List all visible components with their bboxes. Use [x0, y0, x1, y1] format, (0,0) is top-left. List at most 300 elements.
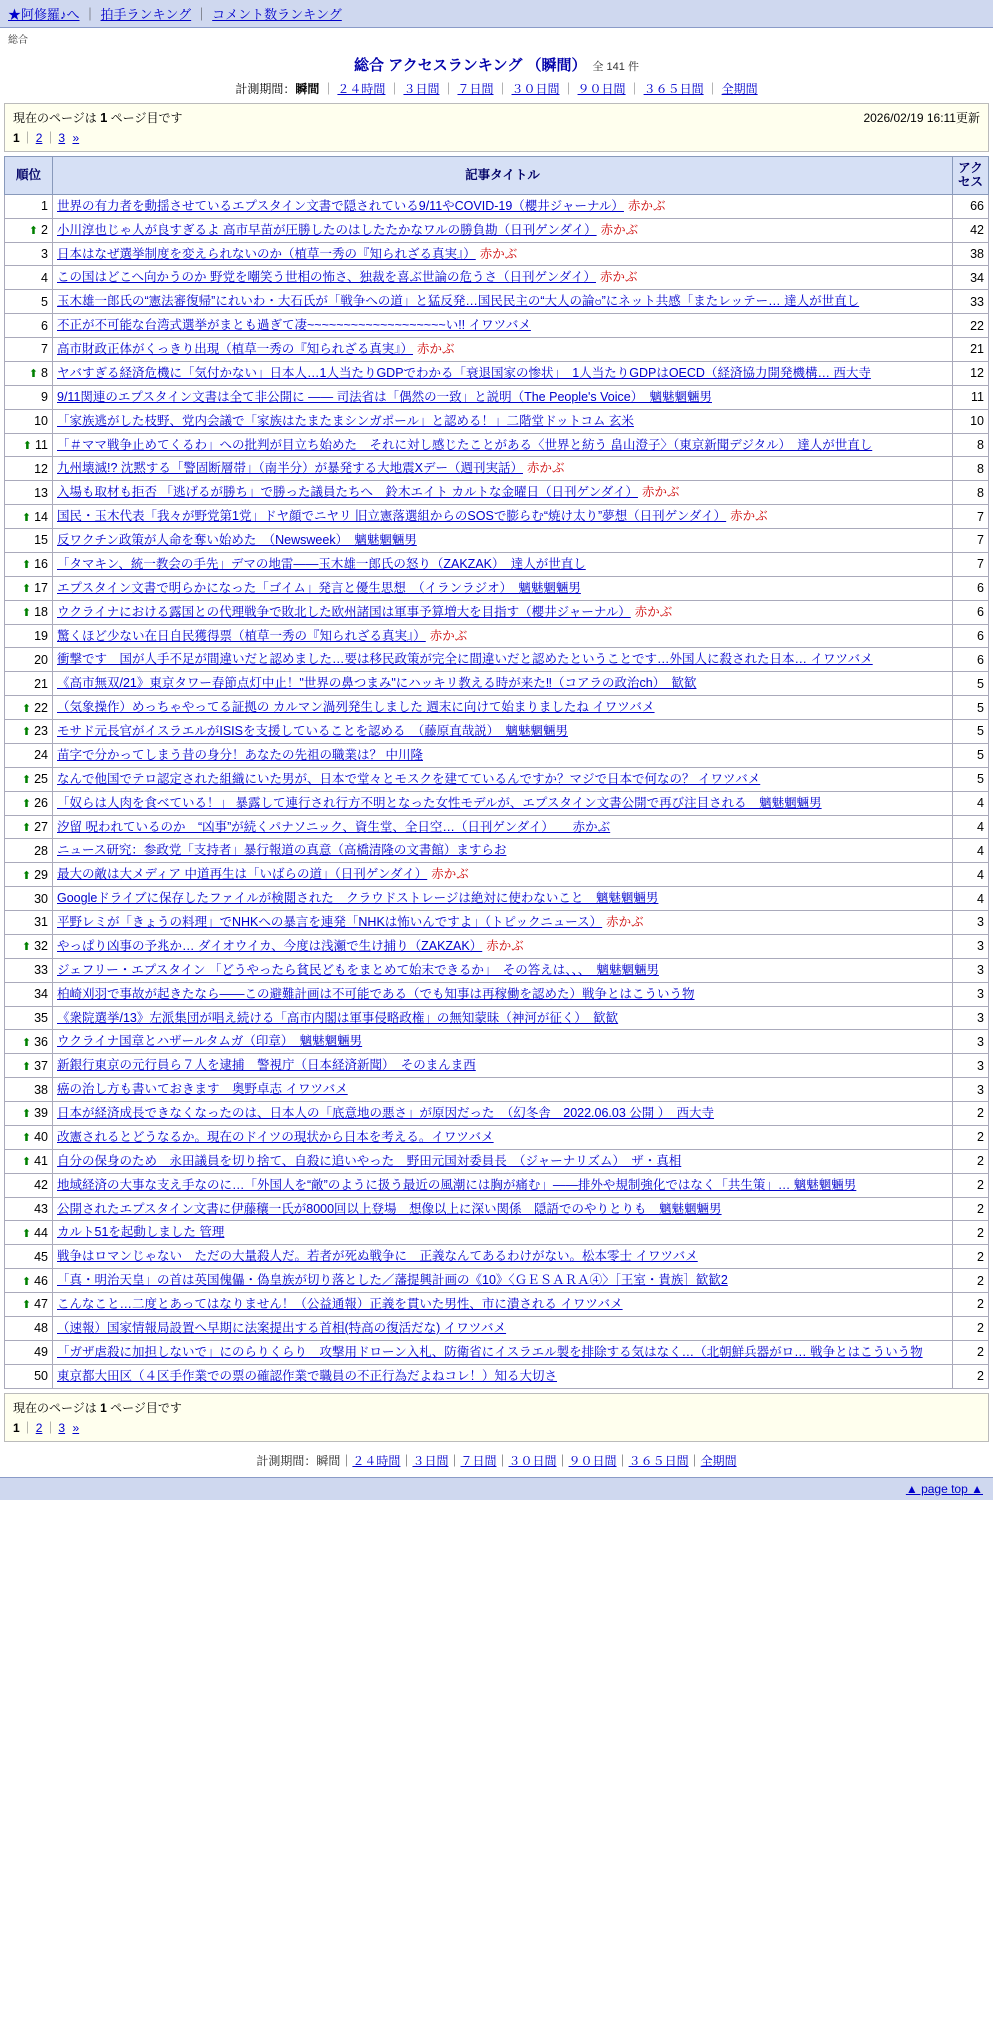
- rank-number: 15: [34, 533, 48, 548]
- article-title-link[interactable]: 自分の保身のため 永田議員を切り捨て、自殺に追いやった 野田元国対委員長 （ジャーナリズム） ザ・真相: [57, 1153, 682, 1168]
- rank-up-arrow-icon: ⬆: [21, 774, 32, 787]
- rank-cell: [5, 266, 53, 290]
- article-title-link[interactable]: 反ワクチン政策が人命を奪い始めた （Newsweek） 魑魅魍魎男: [57, 533, 417, 547]
- access-count-cell: 4: [953, 791, 989, 815]
- rank-up-arrow-icon: ⬆: [21, 607, 32, 620]
- article-title-cell: [53, 934, 953, 958]
- table-row: [5, 218, 989, 242]
- table-row: [5, 815, 989, 839]
- period-7d-bottom[interactable]: ７日間: [460, 1453, 497, 1468]
- article-title-link[interactable]: 柏崎刈羽で事故が起きたなら――この避難計画は不可能である（でも知事は再稼働を認めた）戦争とはこういう物: [57, 986, 695, 1001]
- article-title-link[interactable]: 「＃ママ戦争止めてくるわ」への批判が目立ち始めた それに対し感じたことがある〈世界と紡う 畠山澄子〉（東京新聞デジタル） 達人が世直し: [57, 437, 873, 452]
- article-title-cell: [53, 457, 953, 481]
- table-row: [5, 1149, 989, 1173]
- rank-number: 50: [34, 1369, 48, 1384]
- article-title-link[interactable]: 玉木雄一郎氏の“憲法審復帰”にれいわ・大石氏が「戦争への道」と猛反発…国民民主の“大人の論ဗ”にネット共感「またレッテー… 達人が世直し: [57, 294, 860, 309]
- article-author: 赤かぶ: [606, 915, 644, 929]
- article-title-link[interactable]: 衝撃です 国が人手不足が間違いだと認めました…要は移民政策が完全に間違いだと認めたということです…外国人に殺された日本… イワツバメ: [57, 652, 873, 667]
- period-current-top: 瞬間: [295, 82, 320, 96]
- nav-clap-ranking-link[interactable]: 拍手ランキング: [100, 7, 192, 22]
- article-title-cell: [53, 743, 953, 767]
- article-title-cell: [53, 911, 953, 935]
- article-title-link[interactable]: 「奴らは人肉を食べている！」 暴露して連行され行方不明となった女性モデルが、エプスタイン文書公開で再び注目される 魑魅魍魎男: [57, 795, 822, 810]
- article-title-link[interactable]: 最大の敵は大メディア 中道再生は「いばらの道」（日刊ゲンダイ）: [57, 867, 428, 882]
- article-title-cell: [53, 982, 953, 1006]
- rank-number: 20: [34, 652, 48, 667]
- article-title-link[interactable]: 苗字で分かってしまう昔の身分！あなたの先祖の職業は？ 中川隆: [57, 747, 423, 762]
- access-count-cell: 21: [953, 338, 989, 362]
- access-count-cell: 4: [953, 815, 989, 839]
- access-count-cell: 6: [953, 624, 989, 648]
- table-row: [5, 720, 989, 744]
- access-count-cell: 2: [953, 1293, 989, 1317]
- rank-cell: [5, 1078, 53, 1102]
- rank-cell: [5, 338, 53, 362]
- access-count-cell: 34: [953, 266, 989, 290]
- rank-cell: [5, 242, 53, 266]
- article-title-cell: [53, 863, 953, 887]
- article-title-cell: [53, 672, 953, 696]
- period-3d-bottom[interactable]: ３日間: [412, 1453, 449, 1468]
- access-count-cell: 7: [953, 529, 989, 553]
- article-title-cell: [53, 385, 953, 409]
- access-count-cell: 2: [953, 1316, 989, 1340]
- rank-cell: [5, 290, 53, 314]
- current-page-suffix-bottom: ページ目です: [106, 1400, 182, 1415]
- period-30d-top[interactable]: ３０日間: [511, 82, 560, 96]
- rank-cell: [5, 552, 53, 576]
- table-row: [5, 361, 989, 385]
- article-author: 赤かぶ: [429, 628, 468, 643]
- article-title-cell: [53, 1340, 953, 1364]
- access-count-cell: 8: [953, 457, 989, 481]
- article-title-link[interactable]: エプスタイン文書で明らかになった「ゴイム」発言と優生思想 （イランラジオ） 魑魅魍魎男: [57, 580, 581, 595]
- rank-number: 18: [34, 605, 48, 620]
- article-title-link[interactable]: ヤバすぎる経済危機に「気付かない」日本人…1人当たりGDPでわかる「衰退国家の惨状」 1人当たりGDPはOECD（経済協力開発機構… 西大寺: [57, 365, 871, 380]
- nav-home-link[interactable]: ★阿修羅♪へ: [8, 7, 80, 22]
- period-7d-top[interactable]: ７日間: [457, 82, 494, 96]
- nav-separator-1: ｜: [83, 7, 97, 22]
- access-count-cell: 3: [953, 1054, 989, 1078]
- page-title-block: [0, 48, 993, 77]
- article-title-link[interactable]: 入場も取材も拒否 「逃げるが勝ち」で勝った議員たちへ 鈴木エイト カルトな金曜日（日刊ゲンダイ）: [57, 485, 638, 500]
- article-title-cell: [53, 290, 953, 314]
- article-title-link[interactable]: こんなこと…二度とあってはなりません！（公益通報）正義を貫いた男性、市に潰される イワツバメ: [57, 1297, 623, 1311]
- access-count-cell: 2: [953, 1221, 989, 1245]
- article-title-cell: [53, 361, 953, 385]
- table-row: [5, 624, 989, 648]
- article-title-cell: [53, 481, 953, 505]
- access-count-cell: 3: [953, 1006, 989, 1030]
- page-link-3-top[interactable]: 3: [58, 131, 66, 145]
- rank-number: 30: [34, 891, 48, 906]
- period-3d-top[interactable]: ３日間: [403, 82, 440, 96]
- article-title-cell: [53, 1293, 953, 1317]
- rank-number: 19: [34, 628, 48, 643]
- article-title-link[interactable]: 新銀行東京の元行員ら７人を逮捕 警視庁（日本経済新聞） そのまんま西: [57, 1058, 476, 1073]
- table-row: [5, 242, 989, 266]
- period-24h-top[interactable]: ２４時間: [337, 82, 386, 96]
- article-author: 赤かぶ: [527, 461, 565, 476]
- table-row: [5, 1102, 989, 1126]
- article-title-link[interactable]: 小川淳也じゃ人が良すぎるよ 高市早苗が圧勝したのはしたたかなワルの勝負勘（日刊ゲンダイ）: [57, 222, 597, 237]
- article-author: 赤かぶ: [641, 485, 680, 500]
- table-row: [5, 1030, 989, 1054]
- article-title-link[interactable]: 汐留 呪われているのか “凶事”が続くパナソニック、資生堂、全日空…（日刊ゲンダイ） 赤かぶ: [57, 819, 611, 834]
- rank-up-arrow-icon: ⬆: [21, 1060, 32, 1073]
- access-count-cell: 2: [953, 1269, 989, 1293]
- article-title-cell: [53, 505, 953, 529]
- article-title-link[interactable]: 戦争はロマンじゃない ただの大量殺人だ。若者が死ぬ戦争に 正義なんてあるわけがない。松本零士 イワツバメ: [57, 1249, 698, 1264]
- rank-number: 26: [34, 796, 48, 811]
- pagination-bar-bottom: [4, 1393, 989, 1442]
- table-row: [5, 552, 989, 576]
- article-title-link[interactable]: モサド元長官がイスラエルがISISを支援していることを認める （藤原直哉説） 魑魅魍魎男: [57, 724, 568, 738]
- article-author: 赤かぶ: [417, 342, 455, 356]
- rank-cell: [5, 958, 53, 982]
- current-page-number-top: 1: [100, 110, 108, 125]
- page-link-1-bottom[interactable]: 1: [13, 1420, 20, 1435]
- rank-number: 31: [34, 915, 48, 930]
- article-author: 赤かぶ: [627, 198, 666, 213]
- article-title-cell: [53, 600, 953, 624]
- access-count-cell: 3: [953, 1078, 989, 1102]
- table-row: [5, 1006, 989, 1030]
- rank-cell: [5, 815, 53, 839]
- article-title-cell: [53, 1221, 953, 1245]
- article-title-link[interactable]: 地域経済の大事な支え手なのに…「外国人を“敵”のように扱う最近の風潮には胸が痛む」――排外や規制強化ではなく「共生策」… 魑魅魍魎男: [57, 1177, 857, 1192]
- rank-number: 49: [34, 1345, 48, 1360]
- table-row: [5, 696, 989, 720]
- table-row: [5, 1293, 989, 1317]
- top-navigation-bar: [0, 0, 993, 28]
- article-title-link[interactable]: カルト51を起動しました 管理: [57, 1225, 225, 1240]
- table-row: [5, 1245, 989, 1269]
- article-title-link[interactable]: 世界の有力者を動揺させているエプスタイン文書で隠されている9/11やCOVID-19（櫻井ジャーナル）: [57, 198, 624, 213]
- article-title-link[interactable]: 日本はなぜ選挙制度を変えられないのか（植草一秀の『知られざる真実』）: [57, 246, 476, 261]
- rank-number: 46: [34, 1273, 48, 1288]
- article-title-link[interactable]: 「ガザ虐殺に加担しないで」にのらりくらり 攻撃用ドローン入札、防衛省にイスラエル製を排除する気はなく…（北朝鮮兵器がロ… 戦争とはこういう物: [57, 1344, 923, 1359]
- period-90d-bottom[interactable]: ９０日間: [568, 1453, 617, 1468]
- article-author: 赤かぶ: [479, 246, 518, 261]
- article-title-cell: [53, 815, 953, 839]
- period-365d-bottom[interactable]: ３６５日間: [628, 1453, 689, 1468]
- access-count-cell: 3: [953, 958, 989, 982]
- article-title-cell: [53, 1006, 953, 1030]
- article-title-cell: [53, 1197, 953, 1221]
- rank-number: 5: [41, 294, 48, 309]
- access-count-cell: 2: [953, 1245, 989, 1269]
- rank-cell: [5, 505, 53, 529]
- access-count-cell: 2: [953, 1364, 989, 1388]
- article-title-cell: [53, 839, 953, 863]
- rank-up-arrow-icon: ⬆: [21, 726, 32, 739]
- period-label-bottom: 計測期間：: [256, 1453, 317, 1468]
- rank-up-arrow-icon: ⬆: [21, 941, 32, 954]
- article-title-link[interactable]: ウクライナにおける露国との代理戦争で敗北した欧州諸国は軍事予算増大を目指す（櫻井ジャーナル）: [57, 604, 631, 619]
- article-title-link[interactable]: 九州壊滅!? 沈黙する「警固断層帯」（南半分）が暴発する大地震Xデー（週刊実話）: [57, 461, 523, 476]
- nav-separator-2: ｜: [195, 7, 209, 22]
- access-count-cell: 8: [953, 433, 989, 457]
- rank-number: 11: [35, 437, 48, 452]
- table-row: [5, 1197, 989, 1221]
- rank-number: 42: [34, 1178, 48, 1193]
- page-link-2-bottom[interactable]: 2: [35, 1420, 43, 1435]
- rank-cell: [5, 863, 53, 887]
- rank-number: 40: [34, 1130, 48, 1145]
- table-row: [5, 1078, 989, 1102]
- article-author: 赤かぶ: [486, 938, 524, 953]
- rank-number: 43: [34, 1201, 48, 1216]
- updated-timestamp: 2026/02/19 16:11更新: [863, 111, 980, 125]
- article-title-link[interactable]: 「真・明治天皇」の首は英国傀儡・偽皇族が切り落とした／藩提興計画の《10》〈ＧＥＳＡＲＡ④〉［王室・貴族］歓歓2: [57, 1273, 728, 1288]
- article-title-cell: [53, 1102, 953, 1126]
- access-count-cell: 11: [953, 385, 989, 409]
- rank-up-arrow-icon: ⬆: [28, 368, 39, 381]
- access-count-cell: 2: [953, 1125, 989, 1149]
- access-count-cell: 4: [953, 839, 989, 863]
- period-selector-top: 計測期間：瞬間 ｜ ２４時間 ｜ ３日間 ｜ ７日間 ｜ ３０日間 ｜ ９０日間 ｜ ３６５日間 ｜ 全期間: [235, 82, 758, 96]
- rank-cell: [5, 218, 53, 242]
- article-title-cell: [53, 552, 953, 576]
- access-count-cell: 3: [953, 911, 989, 935]
- access-count-cell: 12: [953, 361, 989, 385]
- rank-up-arrow-icon: ⬆: [21, 821, 32, 834]
- rank-cell: [5, 1269, 53, 1293]
- rank-cell: [5, 696, 53, 720]
- rank-number: 23: [34, 724, 48, 739]
- table-row: [5, 1125, 989, 1149]
- article-title-link[interactable]: ウクライナ国章とハザールタムガ（印章） 魑魅魍魎男: [57, 1034, 363, 1049]
- article-title-link[interactable]: 「家族逃がした枝野、党内会議で「家族はたまたまシンガポール」と認める！」二階堂ドットコム 玄米: [57, 413, 634, 428]
- rank-number: 38: [34, 1082, 48, 1097]
- period-selector-bottom: 計測期間：瞬間｜２４時間｜３日間｜７日間｜３０日間｜９０日間｜３６５日間｜全期間: [256, 1453, 737, 1468]
- access-count-cell: 8: [953, 481, 989, 505]
- article-title-link[interactable]: （気象操作）めっちゃやってる証拠の カルマン渦列発生しました 週末に向けて始まりましたね イワツバメ: [57, 700, 655, 715]
- table-row: [5, 529, 989, 553]
- rank-number: 1: [41, 199, 48, 214]
- article-title-link[interactable]: 東京都大田区（４区手作業での票の確認作業で職員の不正行為だよねコレ！）知る大切さ: [57, 1368, 558, 1383]
- page-link-2-top[interactable]: 2: [35, 131, 43, 145]
- access-count-cell: 4: [953, 863, 989, 887]
- rank-cell: [5, 194, 53, 218]
- period-30d-bottom[interactable]: ３０日間: [508, 1453, 557, 1468]
- page-link-next-bottom[interactable]: »: [72, 1420, 80, 1435]
- article-title-cell: [53, 338, 953, 362]
- rank-cell: [5, 1030, 53, 1054]
- table-row: [5, 934, 989, 958]
- rank-number: 22: [34, 700, 48, 715]
- article-author: 赤かぶ: [600, 222, 639, 237]
- table-row: [5, 911, 989, 935]
- period-label-top: 計測期間：: [235, 82, 296, 96]
- breadcrumb: 総合: [8, 35, 28, 46]
- page-link-1-top[interactable]: 1: [13, 131, 20, 145]
- article-title-link[interactable]: 公開されたエプスタイン文書に伊藤穰一氏が8000回以上登場 想像以上に深い関係 隠語でのやりとりも 魑魅魍魎男: [57, 1201, 722, 1216]
- rank-cell: [5, 1340, 53, 1364]
- period-all-bottom[interactable]: 全期間: [700, 1453, 737, 1468]
- article-title-link[interactable]: ニュース研究：参政党「支持者」暴行報道の真意（高橋清隆の文書館）ますらお: [57, 843, 507, 858]
- rank-number: 32: [34, 939, 48, 954]
- article-title-link[interactable]: 平野レミが「きょうの料理」でNHKへの暴言を連発「NHKは怖いんですよ」（トピックニュース）: [57, 915, 603, 929]
- rank-cell: [5, 743, 53, 767]
- article-title-link[interactable]: 高市財政正体がくっきり出現（植草一秀の『知られざる真実』）: [57, 342, 414, 356]
- table-row: [5, 1340, 989, 1364]
- rank-cell: [5, 624, 53, 648]
- article-title-link[interactable]: なんで他国でテロ認定された組織にいた男が、日本で堂々とモスクを建てているんですか？マジで日本で何なの？ イワツバメ: [57, 771, 761, 786]
- article-title-link[interactable]: 《高市無双/21》東京タワー春節点灯中止！"世界の鼻つまみ"にハッキリ教える時が来た‼（コアラの政治ch） 歓歓: [57, 676, 697, 691]
- article-title-link[interactable]: 《衆院選挙/13》左派集団が唱え続ける「高市内閣は軍事侵略政権」の無知蒙昧（神河が征く） 歓歓: [57, 1010, 619, 1025]
- rank-cell: [5, 1125, 53, 1149]
- page-top-link[interactable]: ▲ page top ▲: [905, 1481, 983, 1496]
- pagination-bar-top: [4, 103, 989, 152]
- table-row: [5, 481, 989, 505]
- table-row: [5, 290, 989, 314]
- article-title-cell: [53, 1030, 953, 1054]
- rank-cell: [5, 529, 53, 553]
- rank-cell: [5, 1197, 53, 1221]
- table-row: [5, 1221, 989, 1245]
- rank-cell: [5, 1054, 53, 1078]
- article-title-cell: [53, 696, 953, 720]
- rank-cell: [5, 934, 53, 958]
- article-title-link[interactable]: この国はどこへ向かうのか 野党を嘲笑う世相の怖さ、独裁を喜ぶ世論の危うさ（日刊ゲンダイ）: [57, 270, 596, 285]
- rank-cell: [5, 314, 53, 338]
- rank-up-arrow-icon: ⬆: [21, 1108, 32, 1121]
- article-title-link[interactable]: やっぱり凶事の予兆か… ダイオウイカ、今度は浅瀬で生け捕り（ZAKZAK）: [57, 938, 483, 953]
- period-all-top[interactable]: 全期間: [721, 82, 758, 96]
- period-current-bottom: 瞬間: [316, 1453, 341, 1468]
- article-title-link[interactable]: 驚くほど少ない在日自民獲得票（植草一秀の『知られざる真実』）: [57, 628, 426, 643]
- table-row: [5, 314, 989, 338]
- article-title-link[interactable]: 癌の治し方も書いておきます 奥野卓志 イワツバメ: [57, 1082, 348, 1097]
- rank-cell: [5, 385, 53, 409]
- rank-up-arrow-icon: ⬆: [21, 702, 32, 715]
- article-title-cell: [53, 1173, 953, 1197]
- article-title-link[interactable]: 9/11関連のエプスタイン文書は全て非公開に ―― 司法省は「偶然の一致」と説明（The People's Voice） 魑魅魍魎男: [57, 389, 712, 404]
- article-title-link[interactable]: 日本が経済成長できなくなったのは、日本人の「底意地の悪さ」が原因だった （幻冬舎 2022.06.03 公開 ） 西大寺: [57, 1106, 715, 1120]
- article-title-link[interactable]: 不正が不可能な台湾式選挙がまとも過ぎて凄~~~~~~~~~~~~~~~~~~~い!! イワツバメ: [57, 318, 531, 333]
- access-count-cell: 6: [953, 576, 989, 600]
- rank-up-arrow-icon: ⬆: [21, 1299, 32, 1312]
- article-title-cell: [53, 958, 953, 982]
- rank-up-arrow-icon: ⬆: [21, 511, 32, 524]
- rank-number: 21: [34, 676, 48, 691]
- rank-number: 29: [34, 867, 48, 882]
- table-row: [5, 982, 989, 1006]
- table-row: [5, 385, 989, 409]
- rank-up-arrow-icon: ⬆: [21, 1275, 32, 1288]
- article-title-cell: [53, 1245, 953, 1269]
- access-count-cell: 6: [953, 600, 989, 624]
- access-count-cell: 2: [953, 1149, 989, 1173]
- table-row: [5, 767, 989, 791]
- access-count-cell: 3: [953, 1030, 989, 1054]
- rank-cell: [5, 433, 53, 457]
- article-title-cell: [53, 576, 953, 600]
- current-page-prefix-bottom: 現在のページは: [13, 1400, 101, 1415]
- rank-number: 3: [41, 246, 48, 261]
- rank-up-arrow-icon: ⬆: [21, 798, 32, 811]
- page-link-3-bottom[interactable]: 3: [58, 1420, 66, 1435]
- rank-cell: [5, 1006, 53, 1030]
- article-title-link[interactable]: 「タマキン、統一教会の手先」デマの地雷――玉木雄一郎氏の怒り（ZAKZAK） 達人が世直し: [57, 556, 586, 571]
- access-count-cell: 5: [953, 696, 989, 720]
- table-row: [5, 648, 989, 672]
- rank-up-arrow-icon: ⬆: [21, 1227, 32, 1240]
- rank-up-arrow-icon: ⬆: [21, 583, 32, 596]
- access-count-cell: 2: [953, 1102, 989, 1126]
- access-count-cell: 5: [953, 743, 989, 767]
- page-link-next-top[interactable]: »: [72, 131, 80, 145]
- table-row: [5, 1054, 989, 1078]
- table-row: [5, 1364, 989, 1388]
- current-page-suffix-top: ページ目です: [107, 111, 183, 125]
- table-row: [5, 743, 989, 767]
- article-title-link[interactable]: Googleドライブに保存したファイルが検閲された クラウドストレージは絶対に使わないこと 魑魅魍魎男: [57, 891, 659, 906]
- table-row: [5, 1173, 989, 1197]
- period-24h-bottom[interactable]: ２４時間: [352, 1453, 401, 1468]
- rank-up-arrow-icon: ⬆: [21, 869, 32, 882]
- rank-cell: [5, 481, 53, 505]
- rank-cell: [5, 839, 53, 863]
- rank-number: 28: [34, 843, 48, 858]
- table-row: [5, 1269, 989, 1293]
- total-count: 全 141 件: [592, 61, 639, 73]
- article-author: 赤かぶ: [599, 270, 638, 285]
- rank-number: 27: [34, 819, 48, 834]
- article-title-link[interactable]: 改憲されるとどうなるか。現在のドイツの現状から日本を考える。イワツバメ: [57, 1129, 494, 1144]
- access-count-cell: 3: [953, 982, 989, 1006]
- article-title-link[interactable]: （速報）国家情報局設置へ早期に法案提出する首相(特高の復活だな) イワツバメ: [57, 1320, 507, 1335]
- rank-cell: [5, 1102, 53, 1126]
- access-count-cell: 7: [953, 505, 989, 529]
- rank-cell: [5, 1173, 53, 1197]
- article-title-cell: [53, 887, 953, 911]
- article-title-link[interactable]: ジェフリー・エプスタイン 「どうやったら貧民どもをまとめて始末できるか」 その答えは、、、 魑魅魍魎男: [57, 962, 659, 977]
- table-row: [5, 266, 989, 290]
- rank-cell: [5, 767, 53, 791]
- rank-cell: [5, 791, 53, 815]
- rank-cell: [5, 720, 53, 744]
- period-90d-top[interactable]: ９０日間: [577, 82, 626, 96]
- period-365d-top[interactable]: ３６５日間: [643, 82, 704, 96]
- table-row: [5, 338, 989, 362]
- page-title: 総合 アクセスランキング （瞬間）: [354, 57, 587, 74]
- article-title-link[interactable]: 国民・玉木代表「我々が野党第1党」ドヤ顔でニヤリ 旧立憲落選組からのSOSで膨らむ“焼け太り”夢想（日刊ゲンダイ）: [57, 509, 727, 524]
- rank-cell: [5, 361, 53, 385]
- rank-number: 6: [41, 318, 48, 333]
- current-page-prefix-top: 現在のページは: [13, 111, 101, 125]
- rank-number: 16: [34, 557, 48, 572]
- page-number-links-bottom: 1 ｜ 2 ｜ 3 »: [13, 1420, 80, 1435]
- rank-number: 41: [34, 1154, 48, 1169]
- access-count-cell: 33: [953, 290, 989, 314]
- nav-comment-ranking-link[interactable]: コメント数ランキング: [212, 7, 342, 22]
- table-row: [5, 194, 989, 218]
- page-number-links-top: 1 ｜ 2 ｜ 3 »: [13, 131, 80, 145]
- article-title-cell: [53, 194, 953, 218]
- rank-number: 47: [34, 1297, 48, 1312]
- article-title-cell: [53, 433, 953, 457]
- column-header-access: アクセス: [953, 157, 989, 195]
- rank-number: 48: [34, 1321, 48, 1336]
- table-row: [5, 600, 989, 624]
- rank-up-arrow-icon: ⬆: [22, 439, 33, 452]
- article-title-cell: [53, 720, 953, 744]
- current-page-text-bottom: [13, 1401, 182, 1415]
- rank-number: 37: [34, 1058, 48, 1073]
